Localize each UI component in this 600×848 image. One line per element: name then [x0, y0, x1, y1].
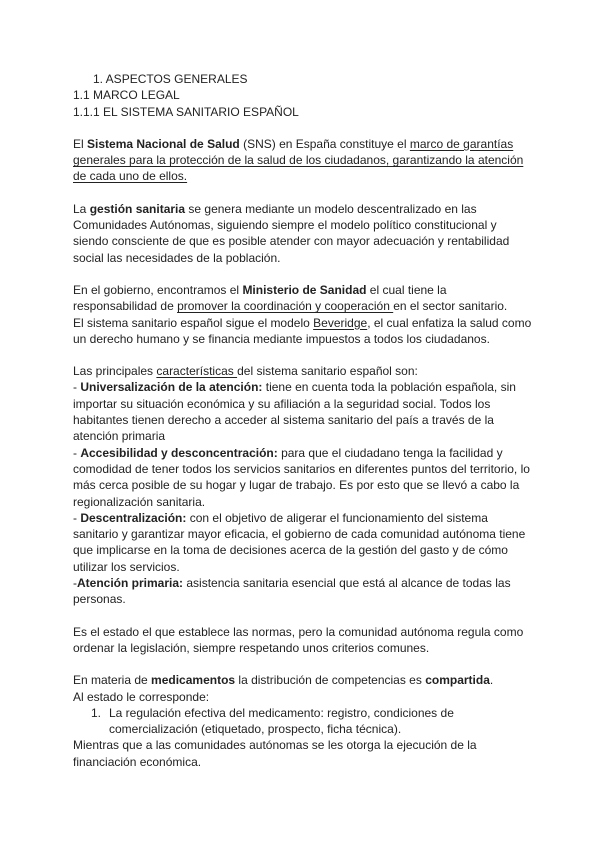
paragraph-ministerio: En el gobierno, encontramos el Ministerio de Sanidad el cual tiene la responsabilidad de promover la coordinación y cooperación en el sector sanitario.	[73, 282, 508, 314]
paragraph-beveridge: El sistema sanitario español sigue el modelo Beveridge, el cual enfatiza la salud como un derecho humano y se financia mediante impuestos a todos los ciudadanos.	[73, 315, 532, 346]
paragraph-comunidades: Mientras que a las comunidades autónomas se les otorga la ejecución de la financiación económica.	[73, 738, 477, 769]
paragraph-estado-normas: Es el estado el que establece las normas, pero la comunidad autónoma regula como ordenar la legislación, siempre respetando unos criterios comunes.	[73, 624, 524, 655]
document-body	[73, 71, 533, 770]
feature-item: -Atención primaria: asistencia sanitaria esencial que está al alcance de todas las personas.	[73, 576, 511, 607]
heading-level-3: 1.1.1 EL SISTEMA SANITARIO ESPAÑOL	[73, 104, 299, 119]
paragraph-medicamentos: En materia de medicamentos la distribución de competencias es compartida.	[73, 673, 494, 688]
heading-level-1: 1. ASPECTOS GENERALES	[93, 72, 248, 86]
feature-item: - Universalización de la atención: tiene en cuenta toda la población española, sin importar su situación económica y su afiliación a la seguridad social. Todos los habitantes tienen derecho a acceder al sistema sanitario del país a través de la atención primaria	[73, 380, 516, 444]
paragraph-caracteristicas: Las principales características del sistema sanitario español son:	[73, 364, 418, 379]
feature-item: - Accesibilidad y desconcentración: para que el ciudadano tenga la facilidad y comodidad de tener todos los servicios sanitarios en diferentes puntos del territorio, lo más cerca posible de su hogar y lugar de trabajo. Es por esto que se llevó a cabo la regionalización sanitaria.	[73, 445, 530, 509]
paragraph-gestion-sanitaria: La gestión sanitaria se genera mediante un modelo descentralizado en las Comunidades Autónomas, siguiendo siempre el modelo político constitucional y siendo consciente de que es posible atender con mayor adecuación y rentabilidad social las necesidades de la población.	[73, 201, 510, 265]
paragraph-sns: El Sistema Nacional de Salud (SNS) en España constituye el marco de garantías generales para la protección de la salud de los ciudadanos, garantizando la atención de cada uno de ellos.	[73, 136, 524, 184]
numbered-list-item: 1. La regulación efectiva del medicamento: registro, condiciones de comercialización (etiquetado, prospecto, ficha técnica).	[91, 705, 454, 737]
feature-item: - Descentralización: con el objetivo de aligerar el funcionamiento del sistema sanitario y garantizar mayor eficacia, el gobierno de cada comunidad autónoma tiene que implicarse en la toma de decisiones acerca de la gestión del gasto y de cómo utilizar los servicios.	[73, 510, 526, 574]
paragraph-estado-corresponde: Al estado le corresponde:	[73, 689, 210, 704]
heading-level-2: 1.1 MARCO LEGAL	[73, 88, 180, 103]
